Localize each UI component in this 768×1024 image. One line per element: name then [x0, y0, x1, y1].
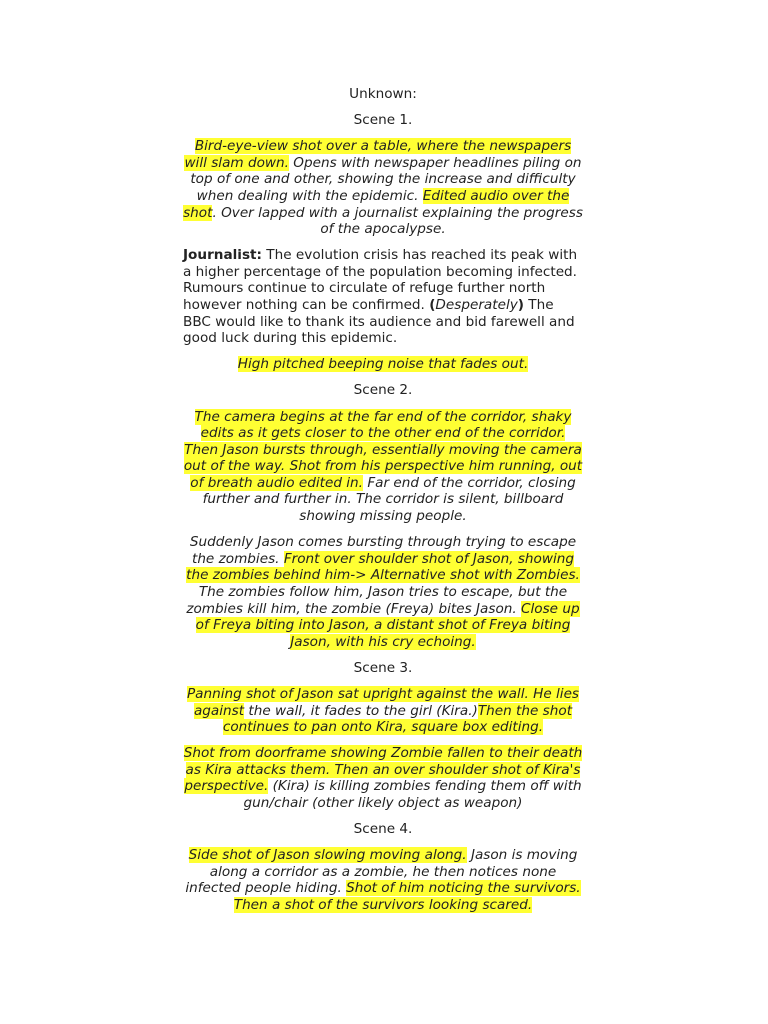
highlighted-segment: Front over shoulder shot of Jason, showing the zombies behind him-> Alternative shot with Zombies. — [186, 550, 580, 584]
paren-open: ( — [429, 297, 436, 314]
scene-3-paragraph-2 — [183, 745, 583, 811]
highlighted-segment: Shot from doorframe showing Zombie fallen to their death as Kira attacks them. Then an over shoulder shot of Kira's perspective. — [183, 745, 583, 795]
segment: The zombies follow him, Jason tries to escape, but the zombies kill him, the zombie (Freya) bites Jason. — [186, 583, 568, 617]
scene-2-paragraph-2 — [183, 534, 583, 650]
highlighted-segment: High pitched beeping noise that fades out. — [237, 356, 529, 373]
manner-direction: Desperately — [435, 297, 518, 314]
scene-2-heading: Scene 2. — [353, 382, 413, 399]
scene-1-heading: Scene 1. — [353, 112, 413, 129]
scene-1-direction — [183, 138, 583, 238]
segment: (Kira) is killing zombies fending them off with gun/chair (other likely object as weapon) — [243, 778, 582, 811]
segment: Far end of the corridor, closing further and further in. The corridor is silent, billboard showing missing people. — [202, 474, 576, 525]
dialogue-line: The evolution crisis has reached its peak with a higher percentage of the population becoming infected. Rumours continue to circulate of refuge further north however nothing can be confirmed. — [183, 247, 578, 314]
scene-4-heading: Scene 4. — [353, 821, 413, 838]
segment: . Over lapped with a journalist explaining the progress of the apocalypse. — [212, 204, 583, 238]
scene-4-paragraph-1 — [183, 847, 583, 913]
scene-3-paragraph-1 — [183, 686, 583, 736]
scene-3-heading: Scene 3. — [353, 659, 413, 676]
highlighted-segment: Edited audio over the shot — [183, 187, 570, 221]
sound-direction — [183, 356, 583, 373]
document-title: Unknown: — [349, 86, 417, 102]
journalist-dialogue — [183, 247, 583, 347]
highlighted-segment: The camera begins at the far end of the corridor, shaky edits as it gets closer to the other end of the corridor. Then Jason bursts through, essentially moving the camera out of the way. Shot from his perspective him running, out of breath audio edited in. — [183, 408, 583, 491]
dialogue-line: The BBC would like to thank its audience and bid farewell and good luck during this epidemic. — [183, 297, 575, 347]
scene-2-paragraph-1 — [183, 409, 583, 525]
paren-close: ) — [517, 297, 524, 314]
highlighted-segment: Shot of him noticing the survivors. Then a shot of the survivors looking scared. — [233, 880, 581, 913]
highlighted-segment: Panning shot of Jason sat upright against the wall. He lies against — [186, 685, 580, 719]
script-page — [183, 86, 583, 923]
highlighted-segment: Side shot of Jason slowing moving along. — [188, 847, 467, 864]
highlighted-segment: Bird-eye-view shot over a table, where the newspapers will slam down. — [184, 138, 572, 171]
highlighted-segment: Then the shot continues to pan onto Kira, square box editing. — [222, 702, 573, 736]
speaker-name: Journalist: — [183, 247, 262, 264]
highlighted-segment: Close up of Freya biting into Jason, a distant shot of Freya biting Jason, with his cry echoing. — [195, 600, 580, 650]
segment: Opens with newspaper headlines piling on top of one and other, showing the increase and difficulty when dealing with the epidemic. — [190, 154, 582, 204]
segment: Suddenly Jason comes bursting through trying to escape the zombies. — [189, 534, 577, 567]
segment: the wall, it fades to the girl (Kira.) — [244, 702, 478, 719]
segment: Jason is moving along a corridor as a zombie, he then notices none infected people hiding. — [185, 847, 578, 897]
